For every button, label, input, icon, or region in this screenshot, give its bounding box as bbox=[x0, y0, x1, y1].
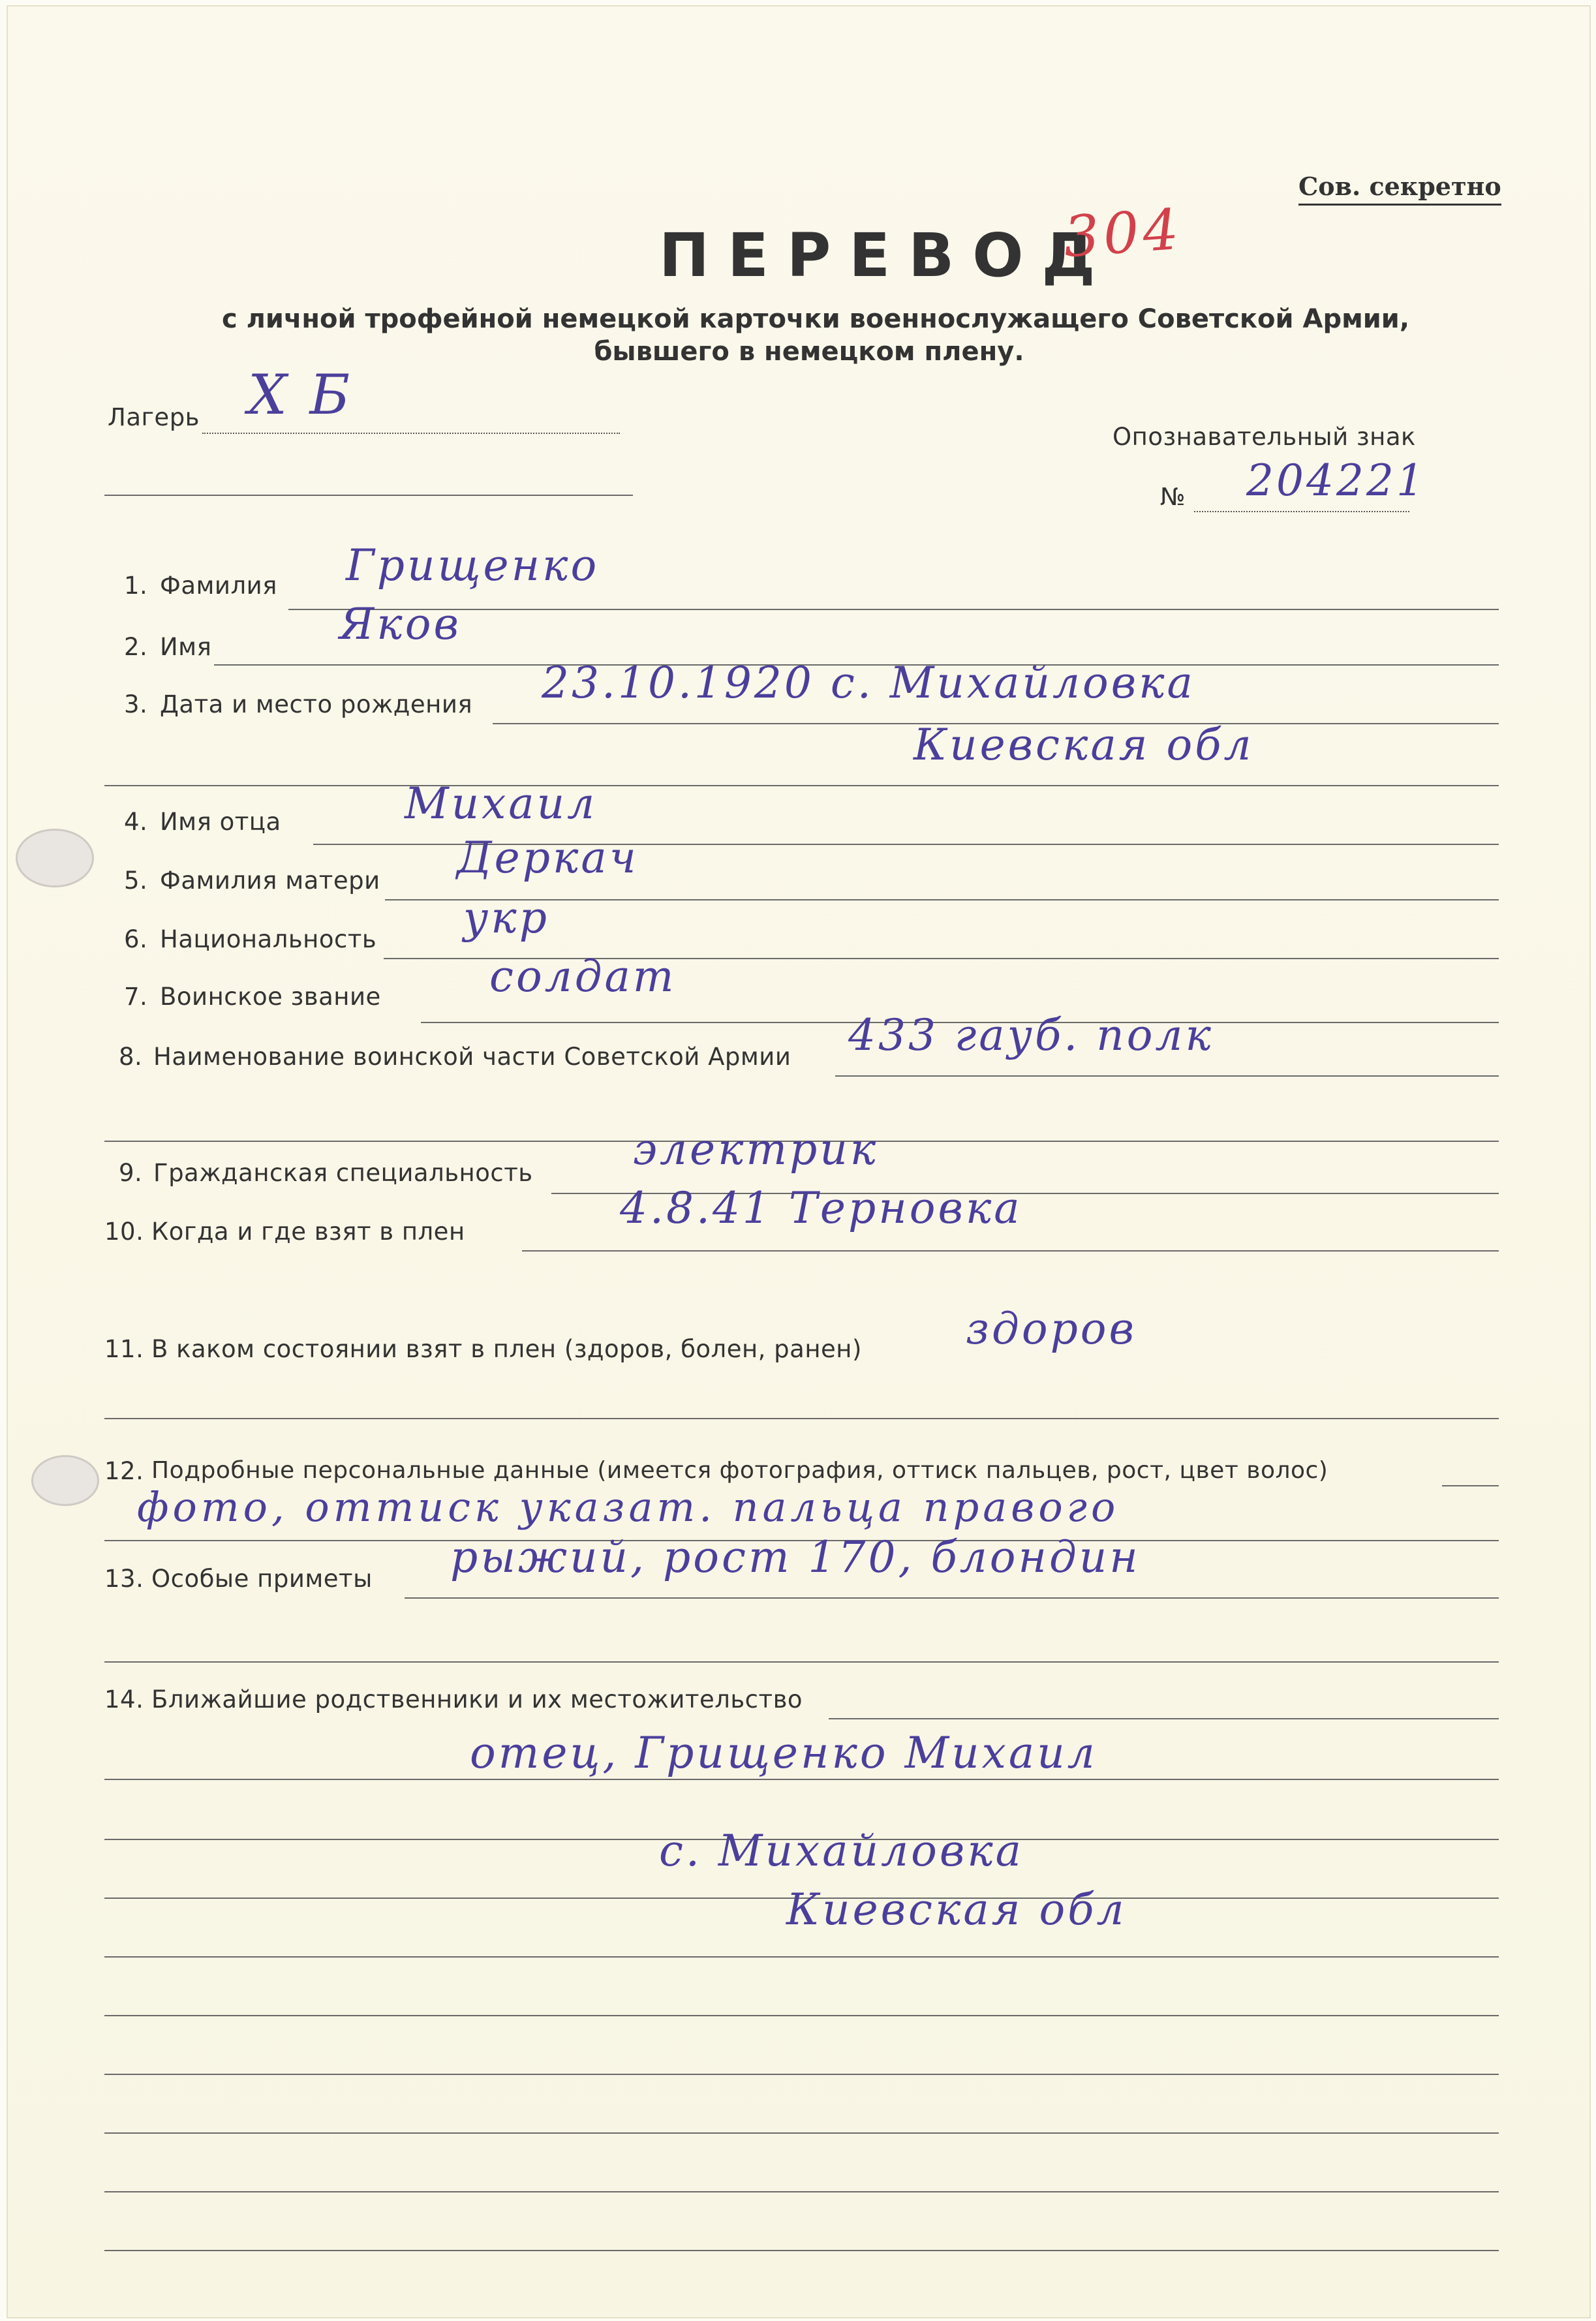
field-14-line-10 bbox=[104, 2250, 1499, 2251]
field-12-value: фото, оттиск указат. пальца правого bbox=[137, 1483, 1120, 1531]
id-tag-dotted-line bbox=[1194, 511, 1409, 512]
field-10-line bbox=[522, 1250, 1499, 1252]
field-14-value-2: с. Михайловка bbox=[659, 1826, 1024, 1876]
field-4-num: 4. bbox=[124, 808, 148, 836]
field-4-label: Имя отца bbox=[160, 808, 281, 836]
field-10-value: 4.8.41 Терновка bbox=[620, 1183, 1022, 1233]
field-13-line-2 bbox=[104, 1661, 1499, 1663]
field-1-line bbox=[288, 609, 1499, 610]
camp-dotted-line bbox=[202, 433, 620, 434]
field-14-label: Ближайшие родственники и их местожительство bbox=[151, 1685, 803, 1714]
subtitle-line-2: бывшего в немецком плену. bbox=[594, 337, 1024, 367]
field-5-value: Деркач bbox=[457, 833, 639, 883]
camp-extra-line bbox=[104, 495, 633, 496]
field-3-value-2: Киевская обл bbox=[913, 720, 1254, 770]
field-5-label: Фамилия матери bbox=[160, 867, 380, 895]
field-14-value-3: Киевская обл bbox=[786, 1884, 1127, 1935]
document-title: ПЕРЕВОД bbox=[659, 221, 1114, 290]
field-8-label: Наименование воинской части Советской Армии bbox=[153, 1043, 791, 1071]
subtitle-line-1: с личной трофейной немецкой карточки военнослужащего Советской Армии, bbox=[222, 304, 1410, 334]
camp-label: Лагерь bbox=[108, 403, 200, 431]
field-6-label: Национальность bbox=[160, 925, 377, 953]
field-8-line bbox=[835, 1075, 1499, 1077]
field-3-line-2 bbox=[104, 785, 1499, 786]
field-3-num: 3. bbox=[124, 690, 148, 718]
punch-hole-bottom bbox=[31, 1455, 99, 1506]
field-2-label: Имя bbox=[160, 633, 212, 661]
field-4-value: Михаил bbox=[405, 778, 598, 829]
field-14-line-2 bbox=[104, 1779, 1499, 1780]
field-10-num: 10. bbox=[104, 1218, 144, 1246]
field-1-label: Фамилия bbox=[160, 572, 277, 600]
field-11-line bbox=[104, 1418, 1499, 1419]
field-6-num: 6. bbox=[124, 925, 148, 953]
id-tag-label: Опознавательный знак bbox=[1113, 423, 1416, 451]
field-10-label: Когда и где взят в плен bbox=[151, 1218, 465, 1246]
field-13-line bbox=[405, 1597, 1499, 1599]
field-14-line-6 bbox=[104, 2015, 1499, 2016]
field-14-value: отец, Грищенко Михаил bbox=[470, 1728, 1097, 1778]
field-13-num: 13. bbox=[104, 1565, 144, 1593]
classification-stamp: Сов. секретно bbox=[1298, 172, 1501, 206]
camp-value: X Б bbox=[248, 363, 353, 427]
field-12-num: 12. bbox=[104, 1457, 144, 1485]
field-1-value: Грищенко bbox=[346, 540, 600, 591]
field-7-value: солдат bbox=[489, 951, 677, 1002]
field-13-value: рыжий, рост 170, блондин bbox=[450, 1532, 1141, 1582]
field-8-num: 8. bbox=[119, 1043, 143, 1071]
field-7-num: 7. bbox=[124, 983, 148, 1011]
field-7-label: Воинское звание bbox=[160, 983, 381, 1011]
field-2-value: Яков bbox=[339, 599, 461, 649]
field-11-label: В каком состоянии взят в плен (здоров, болен, ранен) bbox=[151, 1335, 862, 1363]
field-2-num: 2. bbox=[124, 633, 148, 661]
field-14-line-8 bbox=[104, 2132, 1499, 2134]
field-12-line bbox=[1442, 1485, 1499, 1486]
field-12-label: Подробные персональные данные (имеется фотография, оттиск пальцев, рост, цвет волос) bbox=[151, 1457, 1328, 1484]
field-1-num: 1. bbox=[124, 572, 148, 600]
field-11-num: 11. bbox=[104, 1335, 144, 1363]
field-9-label: Гражданская специальность bbox=[153, 1159, 533, 1187]
id-tag-no-label: № bbox=[1160, 483, 1186, 511]
field-3-value: 23.10.1920 с. Михайловка bbox=[542, 658, 1195, 708]
field-9-value: электрик bbox=[633, 1124, 879, 1175]
field-3-label: Дата и место рождения bbox=[160, 690, 473, 718]
punch-hole-top bbox=[16, 829, 94, 887]
field-11-value: здоров bbox=[966, 1304, 1137, 1354]
id-tag-value: 204221 bbox=[1246, 455, 1426, 506]
field-6-value: укр bbox=[463, 893, 549, 943]
field-14-line-7 bbox=[104, 2074, 1499, 2075]
field-14-line bbox=[829, 1718, 1499, 1719]
document-page bbox=[7, 5, 1591, 2318]
red-handwritten-number: 304 bbox=[1061, 196, 1185, 271]
field-9-num: 9. bbox=[119, 1159, 143, 1187]
field-8-value: 433 гауб. полк bbox=[848, 1010, 1214, 1060]
field-5-num: 5. bbox=[124, 867, 148, 895]
field-14-line-9 bbox=[104, 2191, 1499, 2192]
field-13-label: Особые приметы bbox=[151, 1565, 373, 1593]
field-5-line bbox=[385, 899, 1499, 900]
field-14-line-5 bbox=[104, 1956, 1499, 1958]
field-14-num: 14. bbox=[104, 1685, 144, 1714]
